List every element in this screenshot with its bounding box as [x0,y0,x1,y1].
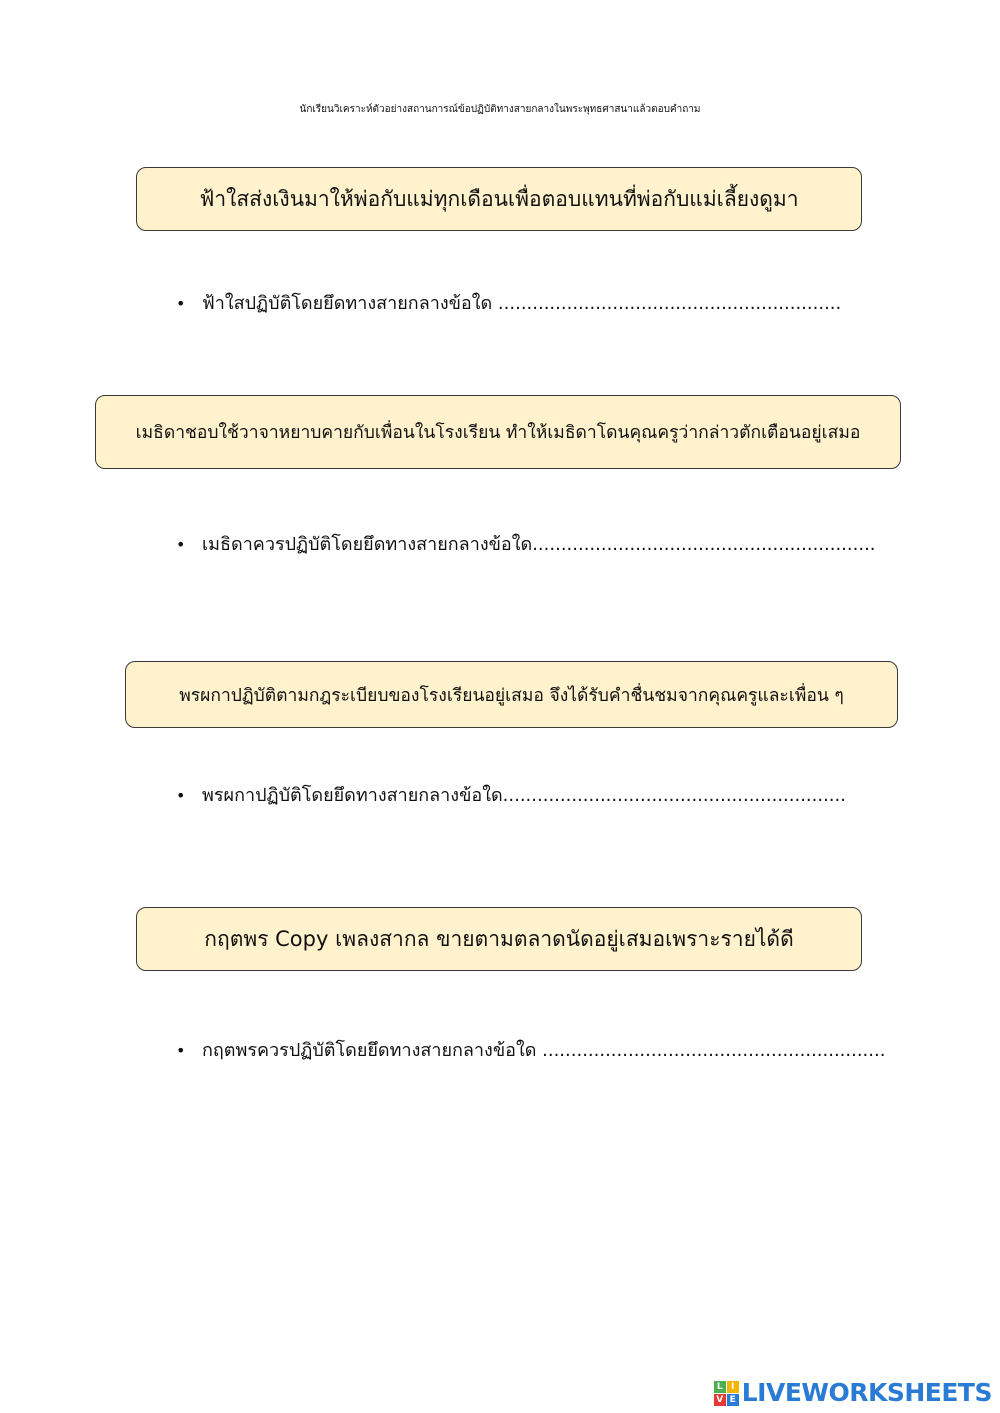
scenario-text-4: กฤตพร Copy เพลงสากล ขายตามตลาดนัดอยู่เสมอเพราะรายได้ดี [204,926,794,951]
logo-mark-e: E [727,1394,739,1406]
question-2 [176,532,876,558]
logo-mark-l: L [714,1381,726,1393]
scenario-box-3 [125,661,898,728]
instruction-heading: นักเรียนวิเคราะห์ตัวอย่างสถานการณ์ข้อปฏิบัติทางสายกลางในพระพุทธศาสนาแล้วตอบคำถาม [299,104,701,115]
question-3 [176,783,846,809]
question-text-3[interactable]: พรผกาปฏิบัติโดยยึดทางสายกลางข้อใด............................................................ [202,785,846,806]
question-text-4[interactable]: กฤตพรควรปฏิบัติโดยยึดทางสายกลางข้อใด ............................................................ [202,1040,886,1061]
logo-text: LIVEWORKSHEETS [741,1378,992,1407]
scenario-box-2 [95,395,901,469]
scenario-text-2: เมธิดาชอบใช้วาจาหยาบคายกับเพื่อนในโรงเรียน ทำให้เมธิดาโดนคุณครูว่ากล่าวตักเตือนอยู่เสมอ [135,423,861,443]
bullet-4: • [176,1041,186,1060]
logo-mark-icon [714,1381,739,1406]
logo-mark-i: I [727,1381,739,1393]
logo-mark-v: V [714,1394,726,1406]
question-text-2[interactable]: เมธิดาควรปฏิบัติโดยยึดทางสายกลางข้อใด............................................................ [202,534,876,555]
question-4 [176,1038,885,1064]
scenario-text-1: ฟ้าใสส่งเงินมาให้พ่อกับแม่ทุกเดือนเพื่อตอบแทนที่พ่อกับแม่เลี้ยงดูมา [199,186,799,211]
scenario-text-3: พรผกาปฏิบัติตามกฎระเบียบของโรงเรียนอยู่เสมอ จึงได้รับคำชื่นชมจากคุณครูและเพื่อน ๆ [179,685,844,706]
liveworksheets-logo[interactable] [714,1378,992,1408]
question-1 [176,291,841,317]
scenario-box-4 [136,907,862,971]
bullet-1: • [176,294,186,313]
question-text-1[interactable]: ฟ้าใสปฏิบัติโดยยึดทางสายกลางข้อใด ............................................................ [202,293,842,314]
bullet-2: • [176,535,186,554]
scenario-box-1 [136,167,862,231]
bullet-3: • [176,786,186,805]
